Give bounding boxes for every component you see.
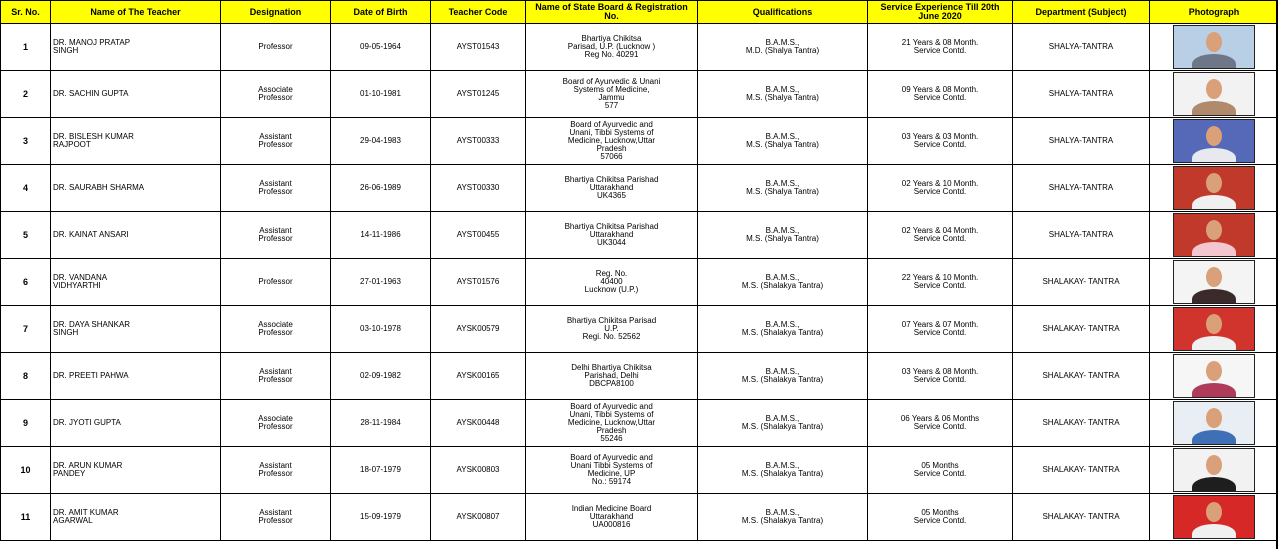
teacher-code-cell: AYSK00448 bbox=[431, 400, 526, 447]
qualifications-cell-line: M.S. (Shalya Tantra) bbox=[746, 93, 819, 102]
photo-face bbox=[1206, 79, 1222, 99]
teacher-name-cell-line: DR. VANDANA bbox=[53, 273, 108, 282]
photo-shoulders bbox=[1192, 242, 1236, 257]
experience-cell-line: 21 Years & 08 Month. bbox=[901, 38, 979, 47]
experience-cell-line: 05 Months bbox=[921, 508, 959, 517]
header-dob: Date of Birth bbox=[331, 1, 431, 24]
teacher-code-cell: AYSK00579 bbox=[431, 306, 526, 353]
teacher-name-cell bbox=[51, 259, 221, 306]
designation-cell-line: Professor bbox=[258, 469, 293, 478]
teacher-name-cell-line: VIDHYARTHI bbox=[53, 281, 101, 290]
board-cell bbox=[526, 353, 698, 400]
qualifications-cell-line: M.S. (Shalakya Tantra) bbox=[741, 375, 824, 384]
designation-cell-line: Professor bbox=[258, 42, 293, 51]
designation-cell-line: Assistant bbox=[259, 132, 292, 141]
teacher-photo bbox=[1173, 495, 1255, 539]
board-cell-line: Parishad, Delhi bbox=[584, 371, 639, 380]
qualifications-cell-line: B.A.M.S., bbox=[765, 132, 800, 141]
dob-cell: 09-05-1964 bbox=[331, 24, 431, 71]
photograph-cell bbox=[1150, 165, 1278, 212]
department-cell: SHALYA-TANTRA bbox=[1013, 165, 1150, 212]
table-row bbox=[1, 212, 1278, 259]
qualifications-cell-line: M.S. (Shalakya Tantra) bbox=[741, 422, 824, 431]
designation-cell-line: Assistant bbox=[259, 179, 292, 188]
designation-cell-line: Professor bbox=[258, 328, 293, 337]
table-row bbox=[1, 306, 1278, 353]
board-cell-line: Reg No. 40291 bbox=[584, 50, 639, 59]
teacher-name-cell-line: DR. DAYA SHANKAR bbox=[53, 320, 131, 329]
board-cell-line: 40400 bbox=[600, 277, 623, 286]
dob-cell: 01-10-1981 bbox=[331, 71, 431, 118]
table-row bbox=[1, 165, 1278, 212]
photograph-cell bbox=[1150, 353, 1278, 400]
photograph-cell bbox=[1150, 71, 1278, 118]
designation-cell bbox=[221, 71, 331, 118]
qualifications-cell bbox=[698, 118, 868, 165]
board-cell-line: Uttarakhand bbox=[589, 230, 634, 239]
table-row bbox=[1, 71, 1278, 118]
board-cell-line: Pradesh bbox=[596, 426, 627, 435]
qualifications-cell bbox=[698, 165, 868, 212]
dob-cell: 18-07-1979 bbox=[331, 447, 431, 494]
qualifications-cell-line: M.S. (Shalya Tantra) bbox=[746, 234, 819, 243]
teacher-code-cell: AYSK00165 bbox=[431, 353, 526, 400]
teacher-name-cell-line: DR. SACHIN GUPTA bbox=[53, 89, 129, 98]
photo-face bbox=[1206, 173, 1222, 193]
qualifications-cell-line: B.A.M.S., bbox=[765, 367, 800, 376]
department-cell: SHALYA-TANTRA bbox=[1013, 212, 1150, 259]
sr-no-cell: 6 bbox=[1, 259, 51, 306]
board-cell-line: Unani, Tibbi Systems of bbox=[569, 410, 654, 419]
qualifications-cell-line: M.S. (Shalya Tantra) bbox=[746, 187, 819, 196]
board-cell-line: No.: 59174 bbox=[591, 477, 632, 486]
experience-cell-line: Service Contd. bbox=[913, 281, 967, 290]
designation-cell-line: Professor bbox=[258, 516, 293, 525]
board-cell-line: Bhartiya Chikitsa bbox=[581, 34, 642, 43]
experience-cell-line: Service Contd. bbox=[913, 422, 967, 431]
board-cell-line: Uttarakhand bbox=[589, 512, 634, 521]
dob-cell: 29-04-1983 bbox=[331, 118, 431, 165]
board-cell-line: Regi. No. 52562 bbox=[582, 332, 641, 341]
qualifications-cell-line: B.A.M.S., bbox=[765, 461, 800, 470]
photo-face bbox=[1206, 314, 1222, 334]
teacher-name-cell-line: DR. SAURABH SHARMA bbox=[53, 183, 145, 192]
designation-cell bbox=[221, 400, 331, 447]
teacher-name-cell-line: AGARWAL bbox=[53, 516, 93, 525]
experience-cell-line: 03 Years & 08 Month. bbox=[901, 367, 979, 376]
sr-no-cell: 8 bbox=[1, 353, 51, 400]
experience-cell bbox=[868, 494, 1013, 541]
department-cell: SHALAKAY- TANTRA bbox=[1013, 400, 1150, 447]
board-cell-line: Medicine, Lucknow,Uttar bbox=[567, 418, 656, 427]
board-cell-line: Bhartiya Chikitsa Parishad bbox=[564, 175, 659, 184]
board-cell-line: Unani Tibbi Systems of bbox=[570, 461, 653, 470]
teacher-photo bbox=[1173, 354, 1255, 398]
photo-face bbox=[1206, 126, 1222, 146]
table-row bbox=[1, 353, 1278, 400]
department-cell: SHALAKAY- TANTRA bbox=[1013, 447, 1150, 494]
experience-cell-line: 02 Years & 10 Month. bbox=[901, 179, 979, 188]
experience-cell bbox=[868, 259, 1013, 306]
table-header-row bbox=[1, 1, 1278, 24]
qualifications-cell-line: B.A.M.S., bbox=[765, 320, 800, 329]
board-cell bbox=[526, 212, 698, 259]
designation-cell bbox=[221, 353, 331, 400]
department-cell: SHALYA-TANTRA bbox=[1013, 24, 1150, 71]
experience-cell-line: Service Contd. bbox=[913, 375, 967, 384]
photo-face bbox=[1206, 32, 1222, 52]
photograph-cell bbox=[1150, 24, 1278, 71]
dob-cell: 27-01-1963 bbox=[331, 259, 431, 306]
board-cell-line: Systems of Medicine, bbox=[573, 85, 650, 94]
designation-cell-line: Professor bbox=[258, 422, 293, 431]
photo-shoulders bbox=[1192, 289, 1236, 304]
teacher-photo bbox=[1173, 72, 1255, 116]
qualifications-cell bbox=[698, 494, 868, 541]
experience-cell bbox=[868, 71, 1013, 118]
board-cell bbox=[526, 494, 698, 541]
designation-cell-line: Assistant bbox=[259, 461, 292, 470]
teacher-photo bbox=[1173, 213, 1255, 257]
header-board: Name of State Board & Registration No. bbox=[526, 1, 698, 24]
qualifications-cell bbox=[698, 212, 868, 259]
teacher-photo bbox=[1173, 166, 1255, 210]
board-cell-line: Board of Ayurvedic and bbox=[570, 402, 653, 411]
teacher-name-cell-line: DR. AMIT KUMAR bbox=[53, 508, 119, 517]
board-cell-line: Indian Medicine Board bbox=[571, 504, 652, 513]
qualifications-cell-line: M.S. (Shalakya Tantra) bbox=[741, 281, 824, 290]
board-cell-line: Board of Ayurvedic & Unani bbox=[562, 77, 661, 86]
board-cell-line: Bhartiya Chikitsa Parishad bbox=[564, 222, 659, 231]
experience-cell bbox=[868, 212, 1013, 259]
board-cell bbox=[526, 447, 698, 494]
photo-face bbox=[1206, 267, 1222, 287]
designation-cell bbox=[221, 165, 331, 212]
experience-cell-line: 06 Years & 06 Months bbox=[900, 414, 980, 423]
teacher-name-cell bbox=[51, 353, 221, 400]
experience-cell-line: 03 Years & 03 Month. bbox=[901, 132, 979, 141]
designation-cell-line: Professor bbox=[258, 93, 293, 102]
table-row bbox=[1, 24, 1278, 71]
department-cell: SHALYA-TANTRA bbox=[1013, 71, 1150, 118]
photo-shoulders bbox=[1192, 195, 1236, 210]
dob-cell: 26-06-1989 bbox=[331, 165, 431, 212]
qualifications-cell bbox=[698, 447, 868, 494]
qualifications-cell bbox=[698, 24, 868, 71]
sr-no-cell: 10 bbox=[1, 447, 51, 494]
designation-cell-line: Professor bbox=[258, 140, 293, 149]
board-cell-line: Medicine, Lucknow,Uttar bbox=[567, 136, 656, 145]
qualifications-cell-line: M.S. (Shalya Tantra) bbox=[746, 140, 819, 149]
designation-cell-line: Professor bbox=[258, 277, 293, 286]
qualifications-cell-line: B.A.M.S., bbox=[765, 414, 800, 423]
teacher-photo bbox=[1173, 25, 1255, 69]
teacher-name-cell-line: SINGH bbox=[53, 46, 79, 55]
board-cell-line: Board of Ayurvedic and bbox=[570, 453, 653, 462]
designation-cell-line: Assistant bbox=[259, 367, 292, 376]
qualifications-cell bbox=[698, 306, 868, 353]
photograph-cell bbox=[1150, 259, 1278, 306]
table-row bbox=[1, 447, 1278, 494]
experience-cell bbox=[868, 118, 1013, 165]
experience-cell-line: Service Contd. bbox=[913, 234, 967, 243]
department-cell: SHALAKAY- TANTRA bbox=[1013, 494, 1150, 541]
header-department: Department (Subject) bbox=[1013, 1, 1150, 24]
sr-no-cell: 9 bbox=[1, 400, 51, 447]
board-cell-line: Parisad, U.P. (Lucknow ) bbox=[567, 42, 656, 51]
teacher-name-cell-line: DR. MANOJ PRATAP bbox=[53, 38, 131, 47]
board-cell-line: Lucknow (U.P.) bbox=[584, 285, 639, 294]
board-cell-line: DBCPA8100 bbox=[589, 379, 634, 388]
designation-cell-line: Associate bbox=[258, 85, 293, 94]
teacher-code-cell: AYST00455 bbox=[431, 212, 526, 259]
qualifications-cell-line: M.D. (Shalya Tantra) bbox=[745, 46, 820, 55]
designation-cell-line: Assistant bbox=[259, 508, 292, 517]
qualifications-cell-line: M.S. (Shalakya Tantra) bbox=[741, 516, 824, 525]
table-row bbox=[1, 259, 1278, 306]
photograph-cell bbox=[1150, 212, 1278, 259]
board-cell bbox=[526, 400, 698, 447]
experience-cell-line: Service Contd. bbox=[913, 187, 967, 196]
teacher-name-cell bbox=[51, 447, 221, 494]
designation-cell-line: Assistant bbox=[259, 226, 292, 235]
experience-cell-line: Service Contd. bbox=[913, 140, 967, 149]
qualifications-cell-line: B.A.M.S., bbox=[765, 508, 800, 517]
board-cell-line: Bhartiya Chikitsa Parisad bbox=[566, 316, 657, 325]
teacher-code-cell: AYST00333 bbox=[431, 118, 526, 165]
photograph-cell bbox=[1150, 306, 1278, 353]
board-cell-line: Medicine, UP bbox=[587, 469, 636, 478]
teacher-name-cell-line: PANDEY bbox=[53, 469, 86, 478]
header-designation: Designation bbox=[221, 1, 331, 24]
board-cell-line: 577 bbox=[604, 101, 619, 110]
teacher-photo bbox=[1173, 260, 1255, 304]
teacher-name-cell-line: DR. JYOTI GUPTA bbox=[53, 418, 121, 427]
experience-cell bbox=[868, 353, 1013, 400]
qualifications-cell-line: B.A.M.S., bbox=[765, 179, 800, 188]
dob-cell: 14-11-1986 bbox=[331, 212, 431, 259]
experience-cell-line: Service Contd. bbox=[913, 469, 967, 478]
dob-cell: 15-09-1979 bbox=[331, 494, 431, 541]
qualifications-cell-line: B.A.M.S., bbox=[765, 226, 800, 235]
experience-cell-line: Service Contd. bbox=[913, 516, 967, 525]
board-cell-line: Pradesh bbox=[596, 144, 627, 153]
dob-cell: 03-10-1978 bbox=[331, 306, 431, 353]
photo-face bbox=[1206, 408, 1222, 428]
experience-cell-line: Service Contd. bbox=[913, 328, 967, 337]
header-name: Name of The Teacher bbox=[51, 1, 221, 24]
designation-cell bbox=[221, 118, 331, 165]
teacher-code-cell: AYST01576 bbox=[431, 259, 526, 306]
board-cell bbox=[526, 306, 698, 353]
experience-cell-line: 09 Years & 08 Month. bbox=[901, 85, 979, 94]
qualifications-cell bbox=[698, 400, 868, 447]
board-cell-line: UA000816 bbox=[592, 520, 631, 529]
board-cell-line: UK4365 bbox=[597, 191, 626, 200]
photo-shoulders bbox=[1192, 477, 1236, 492]
department-cell: SHALAKAY- TANTRA bbox=[1013, 306, 1150, 353]
table-row bbox=[1, 118, 1278, 165]
experience-cell-line: 02 Years & 04 Month. bbox=[901, 226, 979, 235]
teacher-photo bbox=[1173, 448, 1255, 492]
experience-cell-line: 07 Years & 07 Month. bbox=[901, 320, 979, 329]
experience-cell-line: Service Contd. bbox=[913, 93, 967, 102]
teacher-code-cell: AYSK00803 bbox=[431, 447, 526, 494]
board-cell-line: Unani, Tibbi Systems of bbox=[569, 128, 654, 137]
board-cell-line: Board of Ayurvedic and bbox=[570, 120, 653, 129]
dob-cell: 02-09-1982 bbox=[331, 353, 431, 400]
qualifications-cell-line: M.S. (Shalakya Tantra) bbox=[741, 469, 824, 478]
photo-face bbox=[1206, 220, 1222, 240]
board-cell-line: Jammu bbox=[598, 93, 625, 102]
board-cell-line: U.P. bbox=[604, 324, 619, 333]
photo-shoulders bbox=[1192, 101, 1236, 116]
teacher-name-cell-line: DR. KAINAT ANSARI bbox=[53, 230, 129, 239]
board-cell bbox=[526, 259, 698, 306]
teacher-photo bbox=[1173, 119, 1255, 163]
photo-face bbox=[1206, 502, 1222, 522]
board-cell bbox=[526, 165, 698, 212]
designation-cell bbox=[221, 259, 331, 306]
experience-cell bbox=[868, 306, 1013, 353]
designation-cell bbox=[221, 24, 331, 71]
board-cell bbox=[526, 24, 698, 71]
header-photograph: Photograph bbox=[1150, 1, 1278, 24]
designation-cell-line: Associate bbox=[258, 320, 293, 329]
header-qualifications: Qualifications bbox=[698, 1, 868, 24]
experience-cell-line: 22 Years & 10 Month. bbox=[901, 273, 979, 282]
qualifications-cell-line: B.A.M.S., bbox=[765, 85, 800, 94]
teacher-code-cell: AYSK00807 bbox=[431, 494, 526, 541]
board-cell-line: Delhi Bhartiya Chikitsa bbox=[571, 363, 652, 372]
department-cell: SHALAKAY- TANTRA bbox=[1013, 259, 1150, 306]
board-cell bbox=[526, 71, 698, 118]
designation-cell bbox=[221, 306, 331, 353]
photo-shoulders bbox=[1192, 383, 1236, 398]
table-row bbox=[1, 494, 1278, 541]
qualifications-cell bbox=[698, 353, 868, 400]
sr-no-cell: 11 bbox=[1, 494, 51, 541]
department-cell: SHALYA-TANTRA bbox=[1013, 118, 1150, 165]
board-cell-line: 57066 bbox=[600, 152, 623, 161]
sr-no-cell: 5 bbox=[1, 212, 51, 259]
teacher-name-cell-line: DR. PREETI PAHWA bbox=[53, 371, 129, 380]
experience-cell bbox=[868, 447, 1013, 494]
qualifications-cell bbox=[698, 71, 868, 118]
designation-cell-line: Professor bbox=[258, 187, 293, 196]
photo-face bbox=[1206, 361, 1222, 381]
experience-cell-line: Service Contd. bbox=[913, 46, 967, 55]
teacher-name-cell bbox=[51, 400, 221, 447]
teacher-name-cell bbox=[51, 118, 221, 165]
teacher-name-cell-line: RAJPOOT bbox=[53, 140, 91, 149]
qualifications-cell bbox=[698, 259, 868, 306]
sr-no-cell: 7 bbox=[1, 306, 51, 353]
photograph-cell bbox=[1150, 494, 1278, 541]
experience-cell bbox=[868, 400, 1013, 447]
sr-no-cell: 3 bbox=[1, 118, 51, 165]
teacher-name-cell bbox=[51, 212, 221, 259]
photograph-cell bbox=[1150, 447, 1278, 494]
photograph-cell bbox=[1150, 118, 1278, 165]
header-teacher-code: Teacher Code bbox=[431, 1, 526, 24]
experience-cell-line: 05 Months bbox=[921, 461, 959, 470]
designation-cell-line: Professor bbox=[258, 375, 293, 384]
photograph-cell bbox=[1150, 400, 1278, 447]
table-body bbox=[1, 24, 1278, 541]
teacher-name-cell bbox=[51, 306, 221, 353]
table-row bbox=[1, 400, 1278, 447]
teacher-name-cell bbox=[51, 165, 221, 212]
board-cell-line: 55246 bbox=[600, 434, 623, 443]
designation-cell bbox=[221, 494, 331, 541]
teacher-photo bbox=[1173, 401, 1255, 445]
sr-no-cell: 1 bbox=[1, 24, 51, 71]
designation-cell-line: Associate bbox=[258, 414, 293, 423]
designation-cell bbox=[221, 212, 331, 259]
sr-no-cell: 2 bbox=[1, 71, 51, 118]
teacher-name-cell bbox=[51, 24, 221, 71]
board-cell-line: UK3044 bbox=[597, 238, 626, 247]
qualifications-cell-line: B.A.M.S., bbox=[765, 273, 800, 282]
header-experience: Service Experience Till 20th June 2020 bbox=[868, 1, 1013, 24]
sr-no-cell: 4 bbox=[1, 165, 51, 212]
photo-shoulders bbox=[1192, 148, 1236, 163]
board-cell-line: Reg. No. bbox=[595, 269, 628, 278]
designation-cell bbox=[221, 447, 331, 494]
teacher-name-cell-line: DR. ARUN KUMAR bbox=[53, 461, 123, 470]
photo-shoulders bbox=[1192, 54, 1236, 69]
teacher-name-cell-line: DR. BISLESH KUMAR bbox=[53, 132, 134, 141]
dob-cell: 28-11-1984 bbox=[331, 400, 431, 447]
photo-shoulders bbox=[1192, 524, 1236, 539]
qualifications-cell-line: B.A.M.S., bbox=[765, 38, 800, 47]
board-cell-line: Uttarakhand bbox=[589, 183, 634, 192]
experience-cell bbox=[868, 24, 1013, 71]
header-sr-no: Sr. No. bbox=[1, 1, 51, 24]
teacher-name-cell bbox=[51, 494, 221, 541]
qualifications-cell-line: M.S. (Shalakya Tantra) bbox=[741, 328, 824, 337]
department-cell: SHALAKAY- TANTRA bbox=[1013, 353, 1150, 400]
teacher-code-cell: AYST00330 bbox=[431, 165, 526, 212]
teacher-code-cell: AYST01245 bbox=[431, 71, 526, 118]
teacher-name-cell-line: SINGH bbox=[53, 328, 79, 337]
teacher-code-cell: AYST01543 bbox=[431, 24, 526, 71]
designation-cell-line: Professor bbox=[258, 234, 293, 243]
teacher-name-cell bbox=[51, 71, 221, 118]
photo-face bbox=[1206, 455, 1222, 475]
photo-shoulders bbox=[1192, 430, 1236, 445]
teacher-photo bbox=[1173, 307, 1255, 351]
experience-cell bbox=[868, 165, 1013, 212]
board-cell bbox=[526, 118, 698, 165]
photo-shoulders bbox=[1192, 336, 1236, 351]
